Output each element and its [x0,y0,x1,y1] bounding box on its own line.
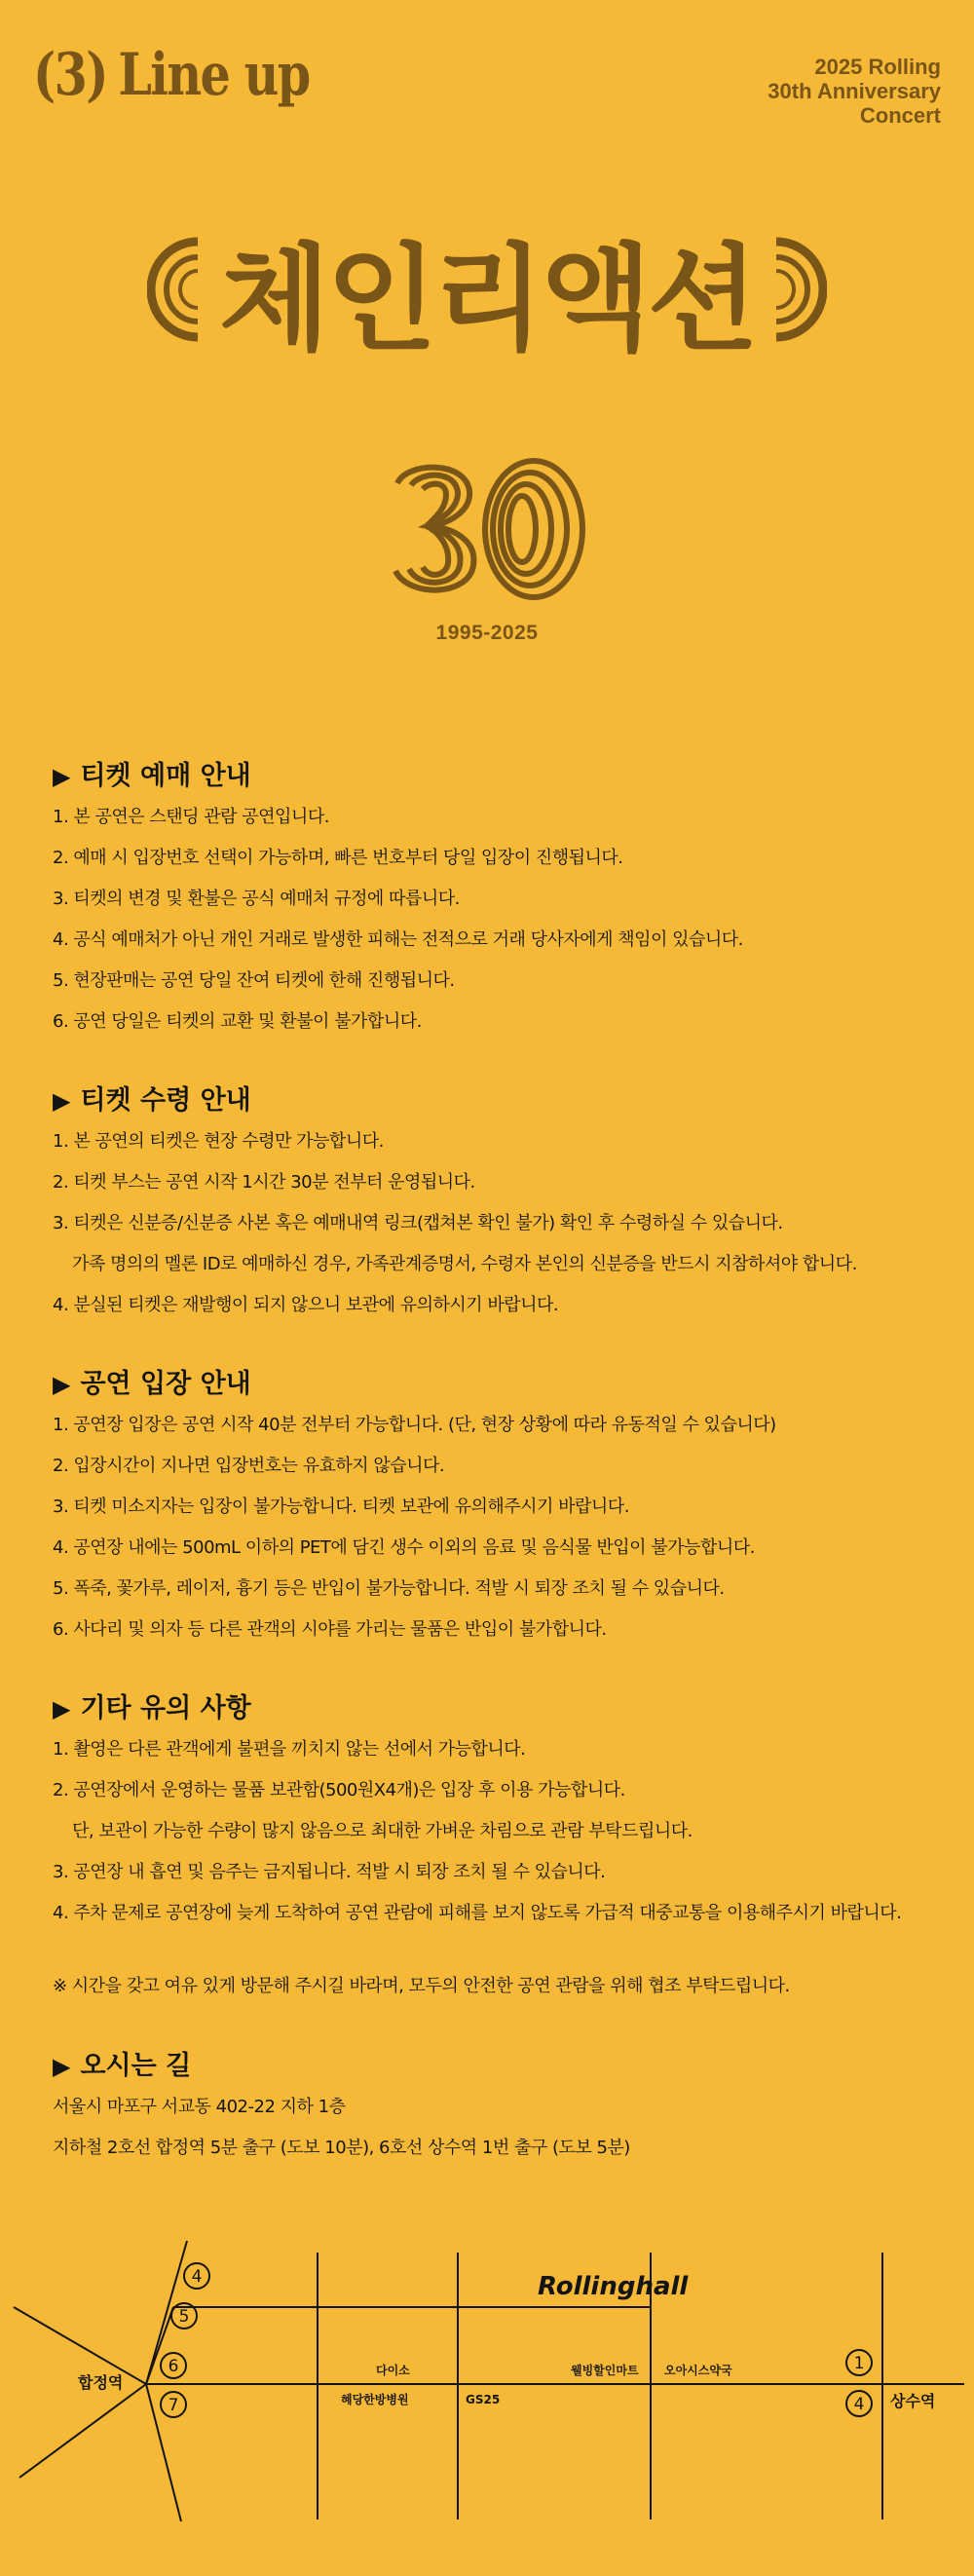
svg-text:7: 7 [168,2396,179,2415]
section-heading: ▶ 공연 입장 안내 [53,1369,251,1399]
artist-name: 체인리액션 [219,232,755,366]
list-item: 3. 티켓은 신분증/신분증 사본 혹은 예매내역 링크(캡쳐본 확인 불가) 확인 후 수령하실 수 있습니다. [53,1213,783,1233]
lineup-heading [33,41,310,109]
list-item: 1. 본 공연의 티켓은 현장 수령만 가능합니다. [53,1131,384,1152]
artist-banner [0,207,974,372]
ticket-booking-list [53,797,949,1042]
list-item: 3. 공연장 내 흡연 및 음주는 금지됩니다. 적발 시 퇴장 조치 될 수 있습니다. [53,1862,606,1882]
list-item: 2. 예매 시 입장번호 선택이 가능하며, 빠른 번호부터 당일 입장이 진행됩니다. [53,848,623,868]
list-item: 5. 현장판매는 공연 당일 잔여 티켓에 한해 진행됩니다. [53,970,455,991]
exit-marker [161,2392,186,2417]
list-item: 4. 주차 문제로 공연장에 늦게 도착하여 공연 관람에 피해를 보지 않도록 가급적 대중교통을 이용해주시기 바랍니다. [53,1903,902,1923]
other-notes-section [53,1688,949,1934]
lineup-label: Line up [118,41,310,109]
svg-text:4: 4 [191,2267,203,2287]
svg-text:6: 6 [168,2357,179,2376]
svg-text:1: 1 [853,2354,865,2373]
other-notes-list [53,1729,949,1934]
list-item: 5. 폭죽, 꽃가루, 레이저, 흉기 등은 반입이 불가능합니다. 적발 시 퇴장 조치 될 수 있습니다. [53,1578,725,1599]
subway-directions: 지하철 2호선 합정역 5분 출구 (도보 10분), 6호선 상수역 1번 출구 (도보 5분) [53,2138,630,2158]
list-item: 6. 공연 당일은 티켓의 교환 및 환불이 불가합니다. [53,1011,422,1032]
list-item: 1. 공연장 입장은 공연 시작 40분 전부터 가능합니다. (단, 현장 상황에 따라 유동적일 수 있습니다) [53,1415,776,1435]
ticket-pickup-section [53,1080,949,1326]
list-item: 4. 공식 예매처가 아닌 개인 거래로 발생한 피해는 전적으로 거래 당사자에게 책임이 있습니다. [53,929,743,950]
left-bracket-ornament [147,236,202,343]
triangle-bullet-icon: ▶ [53,1087,71,1115]
section-heading: ▶ 티켓 수령 안내 [53,1085,251,1116]
exit-marker [161,2353,186,2378]
triangle-bullet-icon: ▶ [53,2053,71,2080]
svg-text:4: 4 [853,2395,865,2414]
lineup-number: (3) [33,41,107,109]
ticket-booking-section [53,756,949,1042]
list-item: 4. 분실된 티켓은 재발행이 되지 않으니 보관에 유의하시기 바랍니다. [53,1295,559,1315]
sangsu-station-label: 상수역 [890,2392,936,2410]
list-item: 2. 입장시간이 지나면 입장번호는 유효하지 않습니다. [53,1456,445,1476]
pharmacy-label: 오아시스약국 [664,2364,732,2377]
triangle-bullet-icon: ▶ [53,1695,71,1723]
exit-marker [846,2391,872,2416]
gs25-label: GS25 [466,2393,501,2406]
concert-line: 30th Anniversary [768,79,941,103]
anniversary-30-logo [388,456,588,606]
svg-text:5: 5 [178,2307,190,2327]
hospital-label: 혜당한방병원 [341,2393,409,2406]
welbeing-mart-label: 웰빙할인마트 [571,2364,639,2377]
entry-guide-list [53,1405,949,1650]
section-heading: ▶ 오시는 길 [53,2051,192,2081]
daiso-label: 다이소 [376,2364,410,2377]
directions-list [53,2087,949,2169]
list-item: 1. 촬영은 다른 관객에게 불편을 끼치지 않는 선에서 가능합니다. [53,1739,526,1760]
list-item: 단, 보관이 가능한 수량이 많지 않음으로 최대한 가벼운 차림으로 관람 부탁드립니다. [72,1821,693,1841]
concert-line: 2025 Rolling [814,55,941,79]
concert-title [768,55,941,128]
ticket-pickup-list [53,1121,949,1326]
entry-guide-section [53,1364,949,1650]
list-item: 1. 본 공연은 스탠딩 관람 공연입니다. [53,807,329,827]
hapjeong-station-label: 합정역 [78,2373,124,2392]
list-item: 4. 공연장 내에는 500mL 이하의 PET에 담긴 생수 이외의 음료 및 음식물 반입이 불가능합니다. [53,1537,755,1558]
exit-marker [171,2303,197,2329]
section-heading: ▶ 티켓 예매 안내 [53,761,251,791]
anniversary-years: 1995-2025 [435,622,539,644]
section-heading: ▶ 기타 유의 사항 [53,1693,251,1724]
address-text: 서울시 마포구 서교동 402-22 지하 1층 [53,2097,346,2117]
rollinghall-venue-label: Rollinghall [538,2272,689,2301]
concert-line: Concert [859,103,941,128]
exit-marker [184,2263,209,2289]
right-bracket-ornament [772,236,827,343]
directions-section [53,2046,949,2169]
list-item: 가족 명의의 멜론 ID로 예매하신 경우, 가족관계증명서, 수령자 본인의 신분증을 반드시 지참하셔야 합니다. [72,1254,857,1274]
location-map [0,2229,974,2541]
list-item: 2. 공연장에서 운영하는 물품 보관함(500원X4개)은 입장 후 이용 가능합니다. [53,1780,625,1800]
list-item: 3. 티켓 미소지자는 입장이 불가능합니다. 티켓 보관에 유의해주시기 바랍니다. [53,1496,629,1517]
notice-text: ※ 시간을 갖고 여유 있게 방문해 주시길 바라며, 모두의 안전한 공연 관람을 위해 협조 부탁드립니다. [53,1976,790,1996]
exit-marker [846,2350,872,2375]
triangle-bullet-icon: ▶ [53,1371,71,1398]
triangle-bullet-icon: ▶ [53,763,71,790]
list-item: 2. 티켓 부스는 공연 시작 1시간 30분 전부터 운영됩니다. [53,1172,475,1193]
list-item: 3. 티켓의 변경 및 환불은 공식 예매처 규정에 따릅니다. [53,889,460,909]
list-item: 6. 사다리 및 의자 등 다른 관객의 시야를 가리는 물품은 반입이 불가합니다. [53,1619,607,1640]
